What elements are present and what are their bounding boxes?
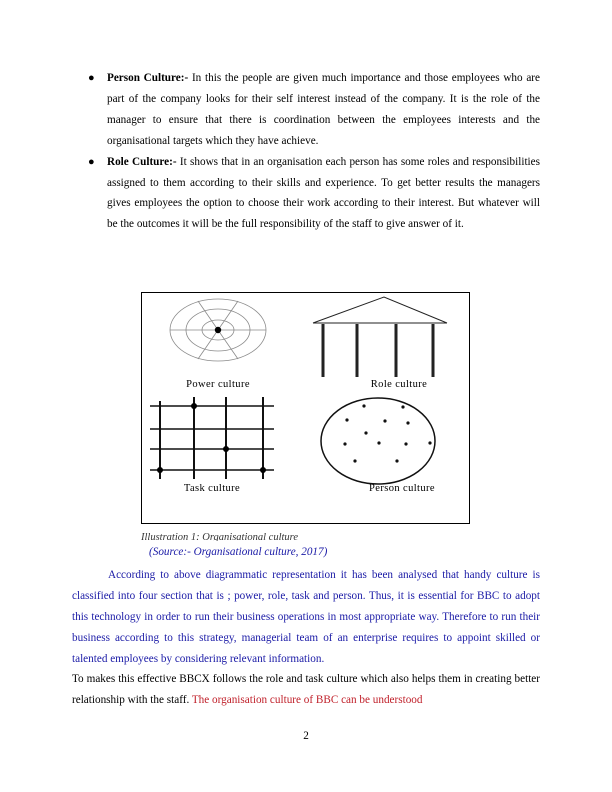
bbc-culture-text: To makes this effective BBCX follows the role and task culture which also helps them in creating better relationship with the staff. <box>72 673 540 706</box>
bullet-person-culture <box>88 68 540 152</box>
bullet-icon: ● <box>88 72 95 84</box>
analysis-paragraph: According to above diagrammatic representation it has been analysed that handy culture is classified into four section that is ; power, role, task and person. Thus, it is essential for BBC to adopt this technology in order to run their business operations in most appropriate way. Therefore to run their business according to this strategy, managerial team of an enterprise requires to appoint skilled or talented employees by considering relevant information. <box>72 569 540 665</box>
organisational-culture-figure <box>141 292 470 524</box>
role-culture-temple-icon <box>313 297 447 377</box>
person-culture-cluster-icon <box>321 398 435 484</box>
power-culture-label: Power culture <box>186 379 250 390</box>
figure-caption: Illustration 1: Organisational culture <box>141 532 299 541</box>
bbc-culture-highlight: The organisation culture of BBC can be understood <box>191 693 423 706</box>
page-number: 2 <box>303 730 309 742</box>
role-culture-text: It shows that in an organisation each person has some roles and responsibilities assigned to them according to their skills and experience. To get better results the managers gives employees the option to choose their work according to their interest. But whatever will be the outcomes it will be the full responsibility of the staff to give answer of it. <box>107 155 540 231</box>
task-culture-net-icon <box>150 397 274 479</box>
bullet-icon: ● <box>88 155 95 168</box>
figure-source: (Source:- Organisational culture, 2017) <box>149 546 328 558</box>
person-culture-term: Person Culture:- <box>107 72 189 84</box>
culture-bullet-list <box>88 68 540 235</box>
bbc-culture-paragraph <box>72 669 540 711</box>
task-culture-label: Task culture <box>183 483 241 494</box>
bullet-role-culture <box>88 152 540 236</box>
culture-diagram <box>142 293 469 523</box>
person-culture-label: Person culture <box>369 483 435 494</box>
role-culture-term: Role Culture:- <box>107 155 177 168</box>
role-culture-label: Role culture <box>370 379 428 390</box>
person-culture-text: In this the people are given much importance and those employees who are part of the company looks for their self interest instead of the company. It is the role of the manager to ensure that there is coordination between the employees interests and the organisational targets which they have achieve. <box>107 72 540 147</box>
power-culture-web-icon <box>170 299 266 361</box>
